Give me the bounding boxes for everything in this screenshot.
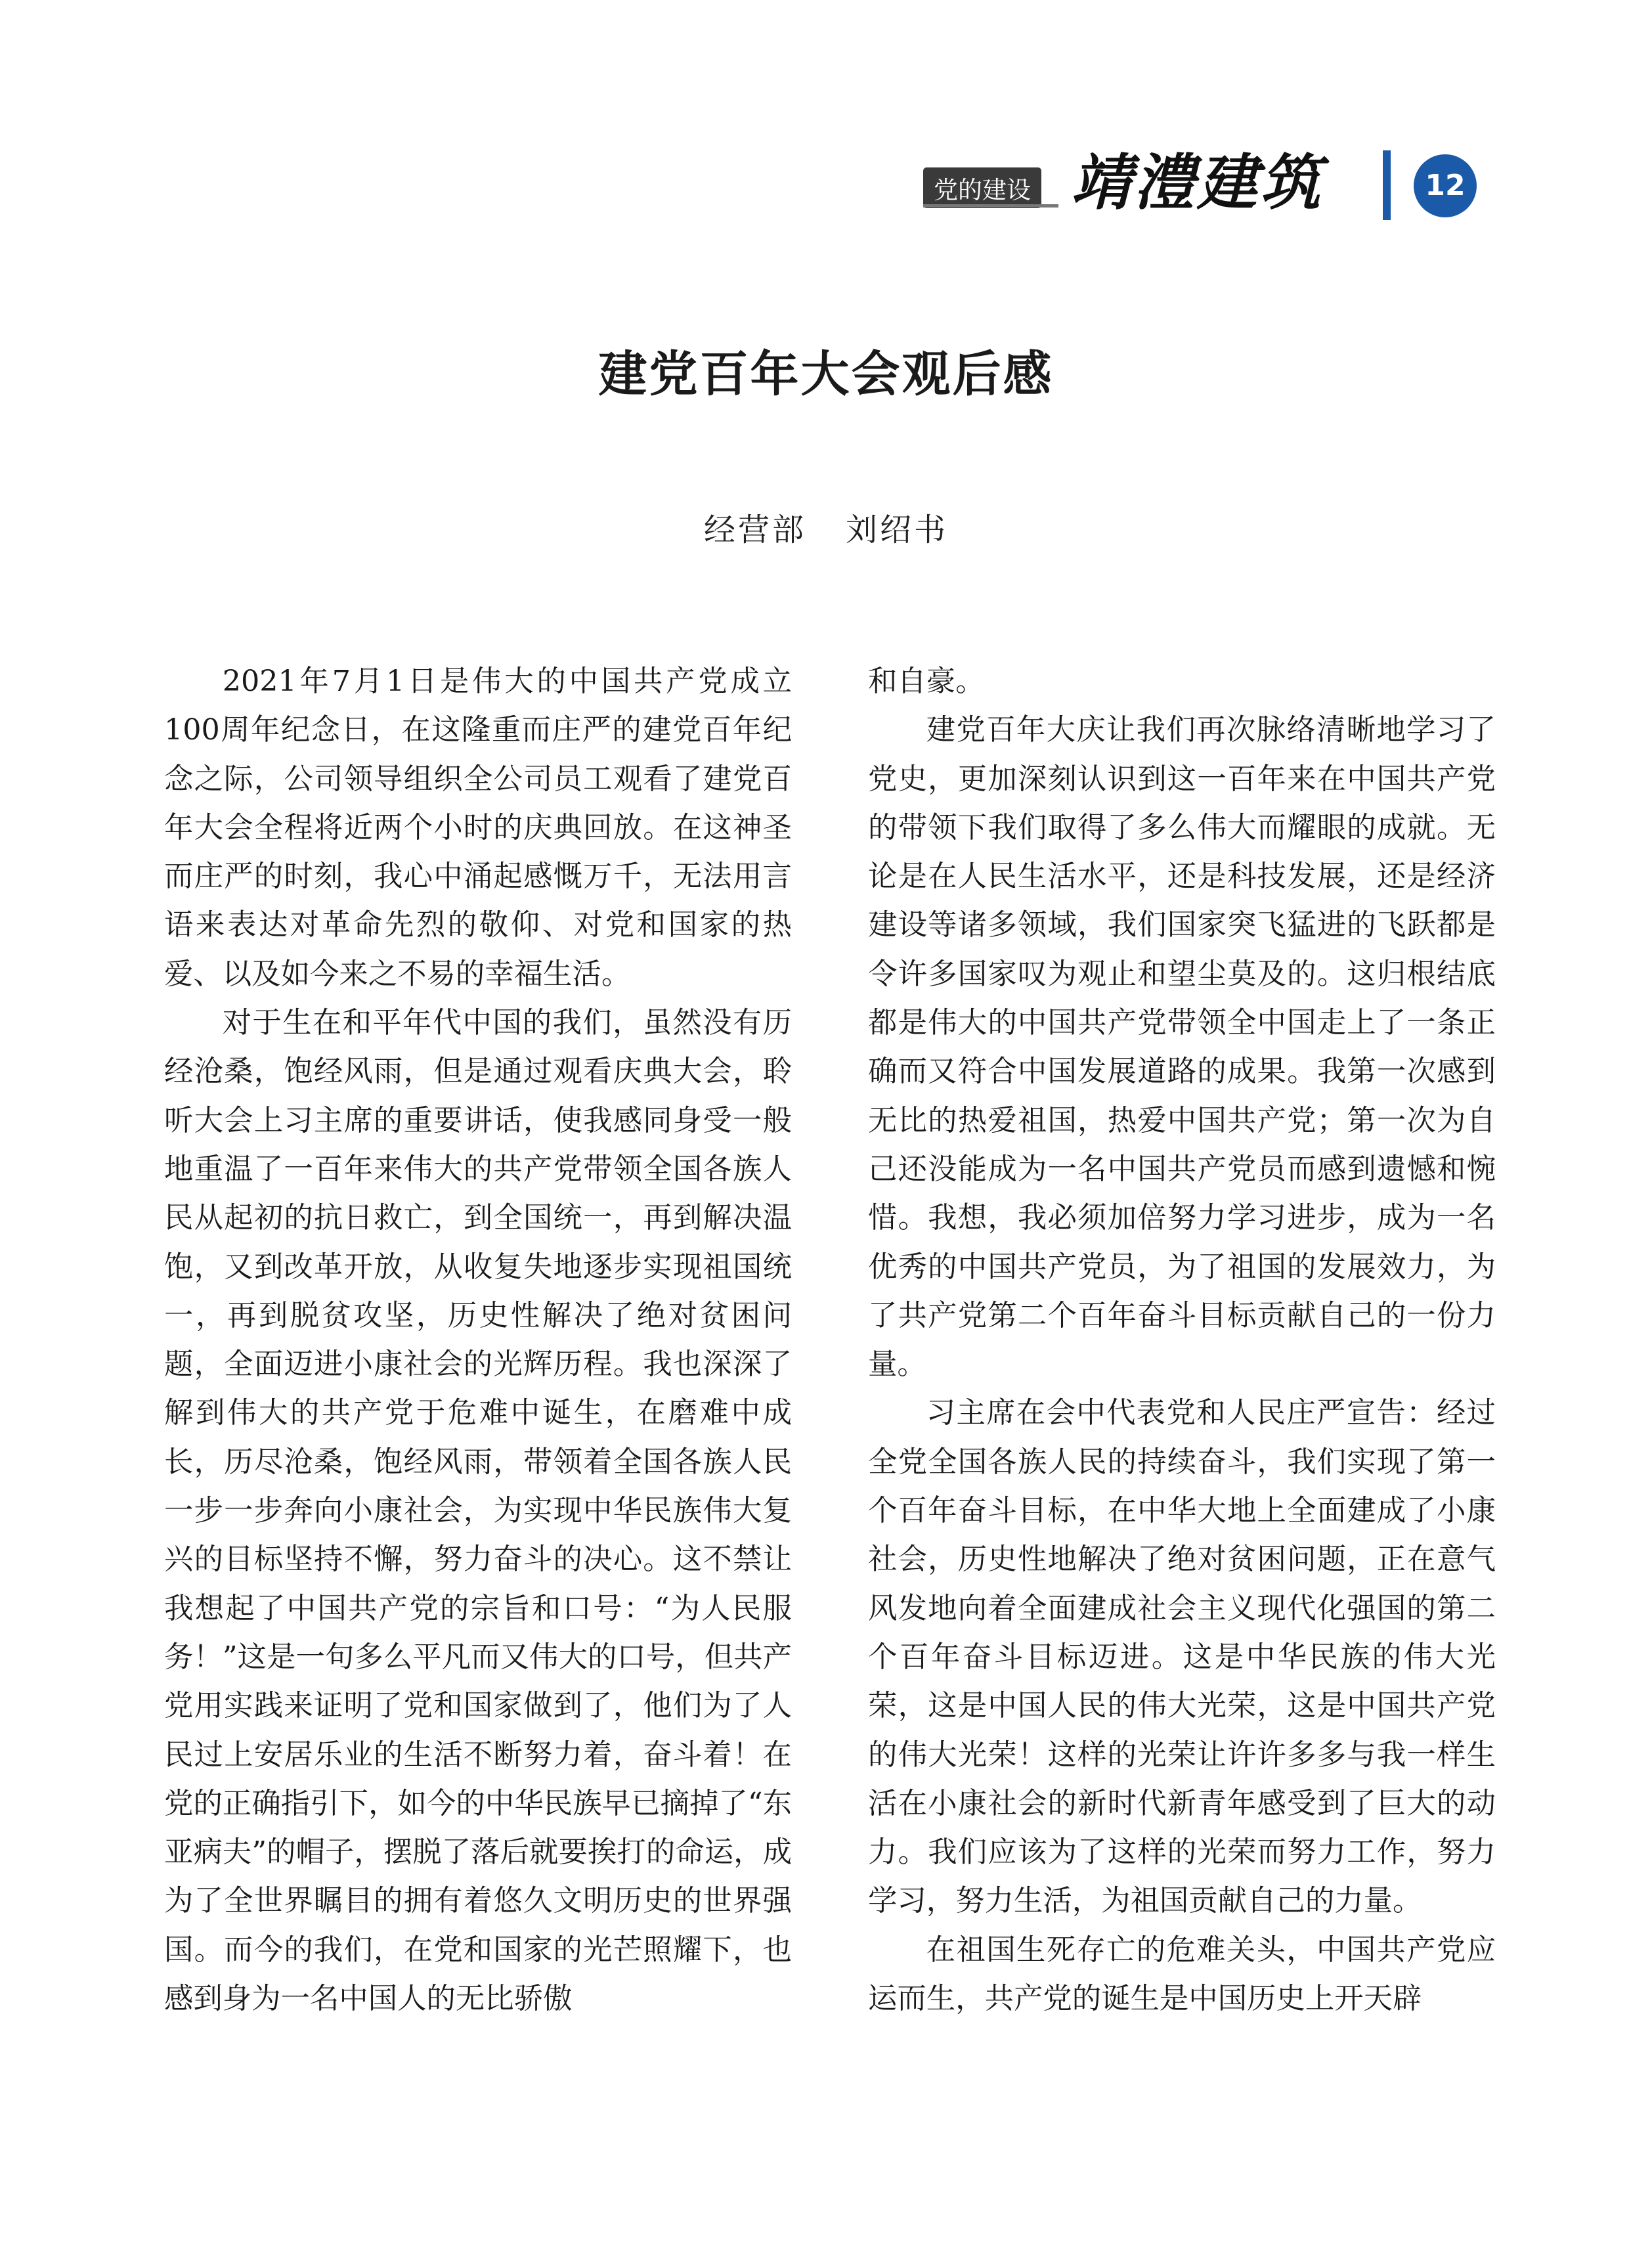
paragraph: 建党百年大庆让我们再次脉络清晰地学习了党史，更加深刻认识到这一百年来在中国共产党的带领下我们取得了多么伟大而耀眼的成就。无论是在人民生活水平，还是科技发展，还是经济建设等诸多领域，我们国家突飞猛进的飞跃都是令许多国家叹为观止和望尘莫及的。这归根结底都是伟大的中国共产党带领全中国走上了一条正确而又符合中国发展道路的成果。我第一次感到无比的热爱祖国，热爱中国共产党；第一次为自己还没能成为一名中国共产党员而感到遗憾和惋惜。我想，我必须加倍努力学习进步，成为一名优秀的中国共产党员，为了祖国的发展效力，为了共产党第二个百年奋斗目标贡献自己的一份力量。 (868, 713, 1496, 1382)
section-underline (923, 204, 1058, 208)
left-column (164, 657, 792, 2023)
paragraph: 习主席在会中代表党和人民庄严宣告：经过全党全国各族人民的持续奋斗，我们实现了第一个百年奋斗目标，在中华大地上全面建成了小康社会，历史性地解决了绝对贫困问题，正在意气风发地向着全面建成社会主义现代化强国的第二个百年奋斗目标迈进。这是中华民族的伟大光荣，这是中国人民的伟大光荣，这是中国共产党的伟大光荣！这样的光荣让许许多多与我一样生活在小康社会的新时代新青年感受到了巨大的动力。我们应该为了这样的光荣而努力工作，努力学习，努力生活，为祖国贡献自己的力量。 (868, 1396, 1496, 1918)
paragraph: 在祖国生死存亡的危难关头，中国共产党应运而生，共产党的诞生是中国历史上开天辟 (868, 1933, 1496, 2016)
right-column (868, 657, 1496, 2023)
author-department: 经营部 (703, 512, 806, 548)
page-number-badge: 12 (1414, 154, 1477, 217)
paragraph: 对于生在和平年代中国的我们，虽然没有历经沧桑，饱经风雨，但是通过观看庆典大会，聆听大会上习主席的重要讲话，使我感同身受一般地重温了一百年来伟大的共产党带领全国各族人民从起初的抗日救亡，到全国统一，再到解决温饱，又到改革开放，从收复失地逐步实现祖国统一，再到脱贫攻坚，历史性解决了绝对贫困问题，全面迈进小康社会的光辉历程。我也深深了解到伟大的共产党于危难中诞生，在磨难中成长，历尽沧桑，饱经风雨，带领着全国各族人民一步一步奔向小康社会，为实现中华民族伟大复兴的目标坚持不懈，努力奋斗的决心。这不禁让我想起了中国共产党的宗旨和口号：“为人民服务！”这是一句多么平凡而又伟大的口号，但共产党用实践来证明了党和国家做到了，他们为了人民过上安居乐业的生活不断努力着，奋斗着！在党的正确指引下，如今的中华民族早已摘掉了“东亚病夫”的帽子，摆脱了落后就要挨打的命运，成为了全世界瞩目的拥有着悠久文明历史的世界强国。而今的我们，在党和国家的光芒照耀下，也感到身为一名中国人的无比骄傲 (164, 1006, 792, 2016)
paragraph-continuation: 和自豪。 (868, 665, 985, 698)
header-divider-bar (1383, 150, 1391, 220)
paragraph: 2021年7月1日是伟大的中国共产党成立100周年纪念日，在这隆重而庄严的建党百年纪念之际，公司领导组织全公司员工观看了建党百年大会全程将近两个小时的庆典回放。在这神圣而庄严的时刻，我心中涌起感慨万千，无法用言语来表达对革命先烈的敬仰、对党和国家的热爱、以及如今来之不易的幸福生活。 (164, 665, 792, 991)
byline (0, 507, 1652, 553)
article-title: 建党百年大会观后感 (598, 346, 1054, 403)
magazine-logo: 靖澧建筑 (1071, 147, 1324, 218)
page-header (900, 148, 1491, 220)
section-tag: 党的建设 (923, 167, 1041, 208)
author-name: 刘绍书 (846, 512, 949, 548)
